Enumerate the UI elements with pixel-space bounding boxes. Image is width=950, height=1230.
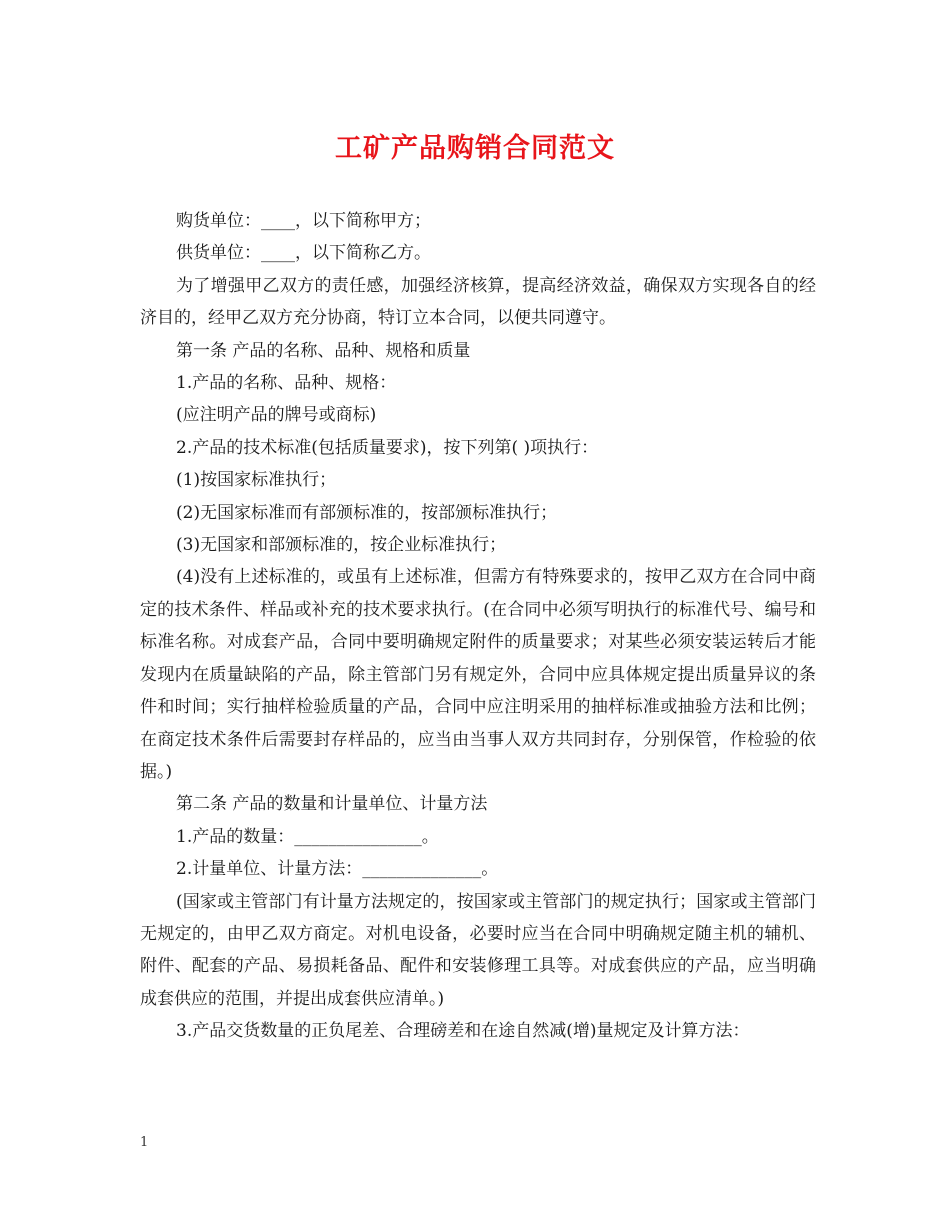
article-1-heading: 第一条 产品的名称、品种、规格和质量 [176,340,471,361]
paragraph-item: (国家或主管部门有计量方法规定的，按国家或主管部门的规定执行；国家或主管部门无规定的，由甲乙双方商定。对机电设备，必要时应当在合同中明确规定随主机的辅机、附件、配套的产品、易损耗备品、配件和安装修理工具等。对成套供应的产品，应当明确成套供应的范围，并提出成套供应清单。) [140,891,816,1009]
paragraph-item: (2)无国家标准而有部颁标准的，按部颁标准执行； [176,502,558,523]
paragraph-item: (4)没有上述标准的，或虽有上述标准，但需方有特殊要求的，按甲乙双方在合同中商定的技术条件、样品或补充的技术要求执行。(在合同中必须写明执行的标准代号、编号和标准名称。对成套产品，合同中要明确规定附件的质量要求；对某些必须安装运转后才能发现内在质量缺陷的产品，除主管部门另有规定外，合同中应具体规定提出质量异议的条件和时间；实行抽样检验质量的产品，合同中应注明采用的抽样标准或抽验方法和比例；在商定技术条件后需要封存样品的，应当由当事人双方共同封存，分别保管，作检验的依据。) [140,567,816,782]
paragraph-item: 1.产品的名称、品种、规格： [176,373,397,394]
paragraph-purpose: 为了增强甲乙双方的责任感，加强经济核算，提高经济效益，确保双方实现各自的经济目的，经甲乙双方充分协商，特订立本合同，以便共同遵守。 [140,275,816,329]
paragraph-item: 2.计量单位、计量方法：______________。 [176,859,499,880]
paragraph-item: 2.产品的技术标准(包括质量要求)，按下列第( )项执行： [176,437,599,458]
paragraph-item: 3.产品交货数量的正负尾差、合理磅差和在途自然减(增)量规定及计算方法： [176,1021,750,1042]
paragraph-item: (3)无国家和部颁标准的，按企业标准执行； [176,535,507,556]
document-body [140,205,816,1048]
paragraph-supplier: 供货单位：____，以下简称乙方。 [176,243,431,264]
document-title: 工矿产品购销合同范文 [335,133,615,164]
paragraph-item: (1)按国家标准执行； [176,470,337,491]
paragraph-item: (应注明产品的牌号或商标) [176,405,377,426]
paragraph-item: 1.产品的数量：_______________。 [176,826,439,847]
paragraph-buyer: 购货单位：____，以下简称甲方； [176,211,431,231]
article-2-heading: 第二条 产品的数量和计量单位、计量方法 [176,794,488,815]
page-number: 1 [140,1135,149,1150]
